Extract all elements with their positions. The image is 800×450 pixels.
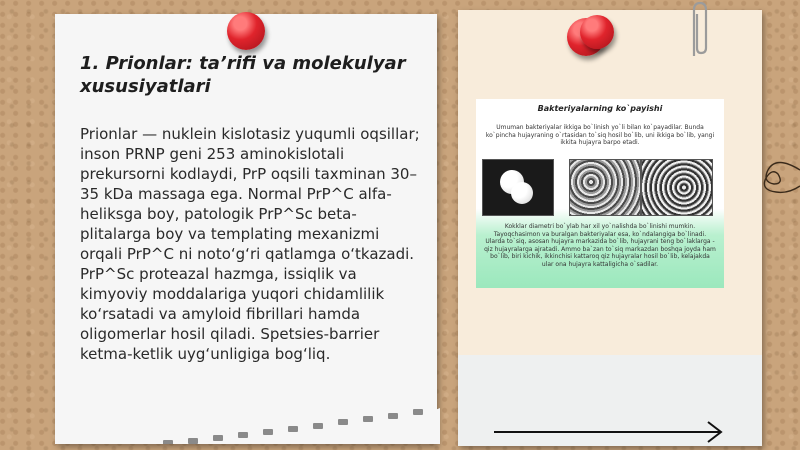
right-arrow-icon: [494, 420, 724, 444]
figure-body-text: Kokklar diametri bo`ylab har xil yo`nalishda bo`linishi mumkin. Tayoqchasimon va buralgan bakteriyalar esa, ko`ndalangiga bo`linadi. Ularda to`siq, asosan hujayra markazida bo`lib, hujayrani teng bo`laklarga - qiz hujayralarga ajratadi. Ammo ba`zan to`siq markazdan boshqa joyda ham bo`lib, biri kichik, ikkinchisi kattaroq qiz hujayralar hosil bo`lib, kelajakda ular ona hujayra kattaligicha o`sadilar.: [484, 223, 716, 268]
string-doodle-icon: [756, 150, 800, 210]
bacteria-colony-micrograph: [569, 159, 641, 216]
paperclip-icon: [688, 0, 712, 60]
bacteria-reproduction-figure: [476, 99, 724, 288]
figure-title: Bakteriyalarning ko`payishi: [537, 104, 663, 113]
torn-paper-edge: [100, 404, 440, 444]
red-pushpin-icon: [580, 15, 614, 49]
figure-intro-text: Umuman bakteriyalar ikkiga bo`linish yo`li bilan ko`payadilar. Bunda ko`pincha hujayraning o`rtasidan to`siq hosil bo`lib, uni ikkiga bo`lib, yangi ikkita hujayra barpo etadi.: [485, 124, 715, 146]
coccus-micrograph: [482, 159, 554, 216]
left-note-paper: [55, 14, 437, 444]
bacteria-colony-micrograph: [641, 159, 713, 216]
slide-title: 1. Prionlar: ta’rifi va molekulyar xususiyatlari: [80, 53, 406, 97]
slide-body-text: Prionlar — nuklein kislotasiz yuqumli oqsillar; inson PRNP geni 253 aminokislotali prekursorni kodlaydi, PrP oqsili taxminan 30–35 kDa massaga ega. Normal PrP^C alfa-heliksga boy, patologik PrP^Sc beta-plitalarga boy va templating mexanizmi orqali PrP^C ni noto‘g‘ri qatlamga o‘tkazadi. PrP^Sc proteazal hazmga, issiqlik va kimyoviy moddalariga yuqori chidamlilik ko‘rsatadi va amyloid fibrillari hamda oligomerlar hosil qiladi. Spetsies-barrier ketma-ketlik uyg‘unligiga bog‘liq.: [80, 125, 420, 363]
red-pushpin-icon: [227, 12, 265, 50]
cell-sphere: [511, 182, 533, 204]
